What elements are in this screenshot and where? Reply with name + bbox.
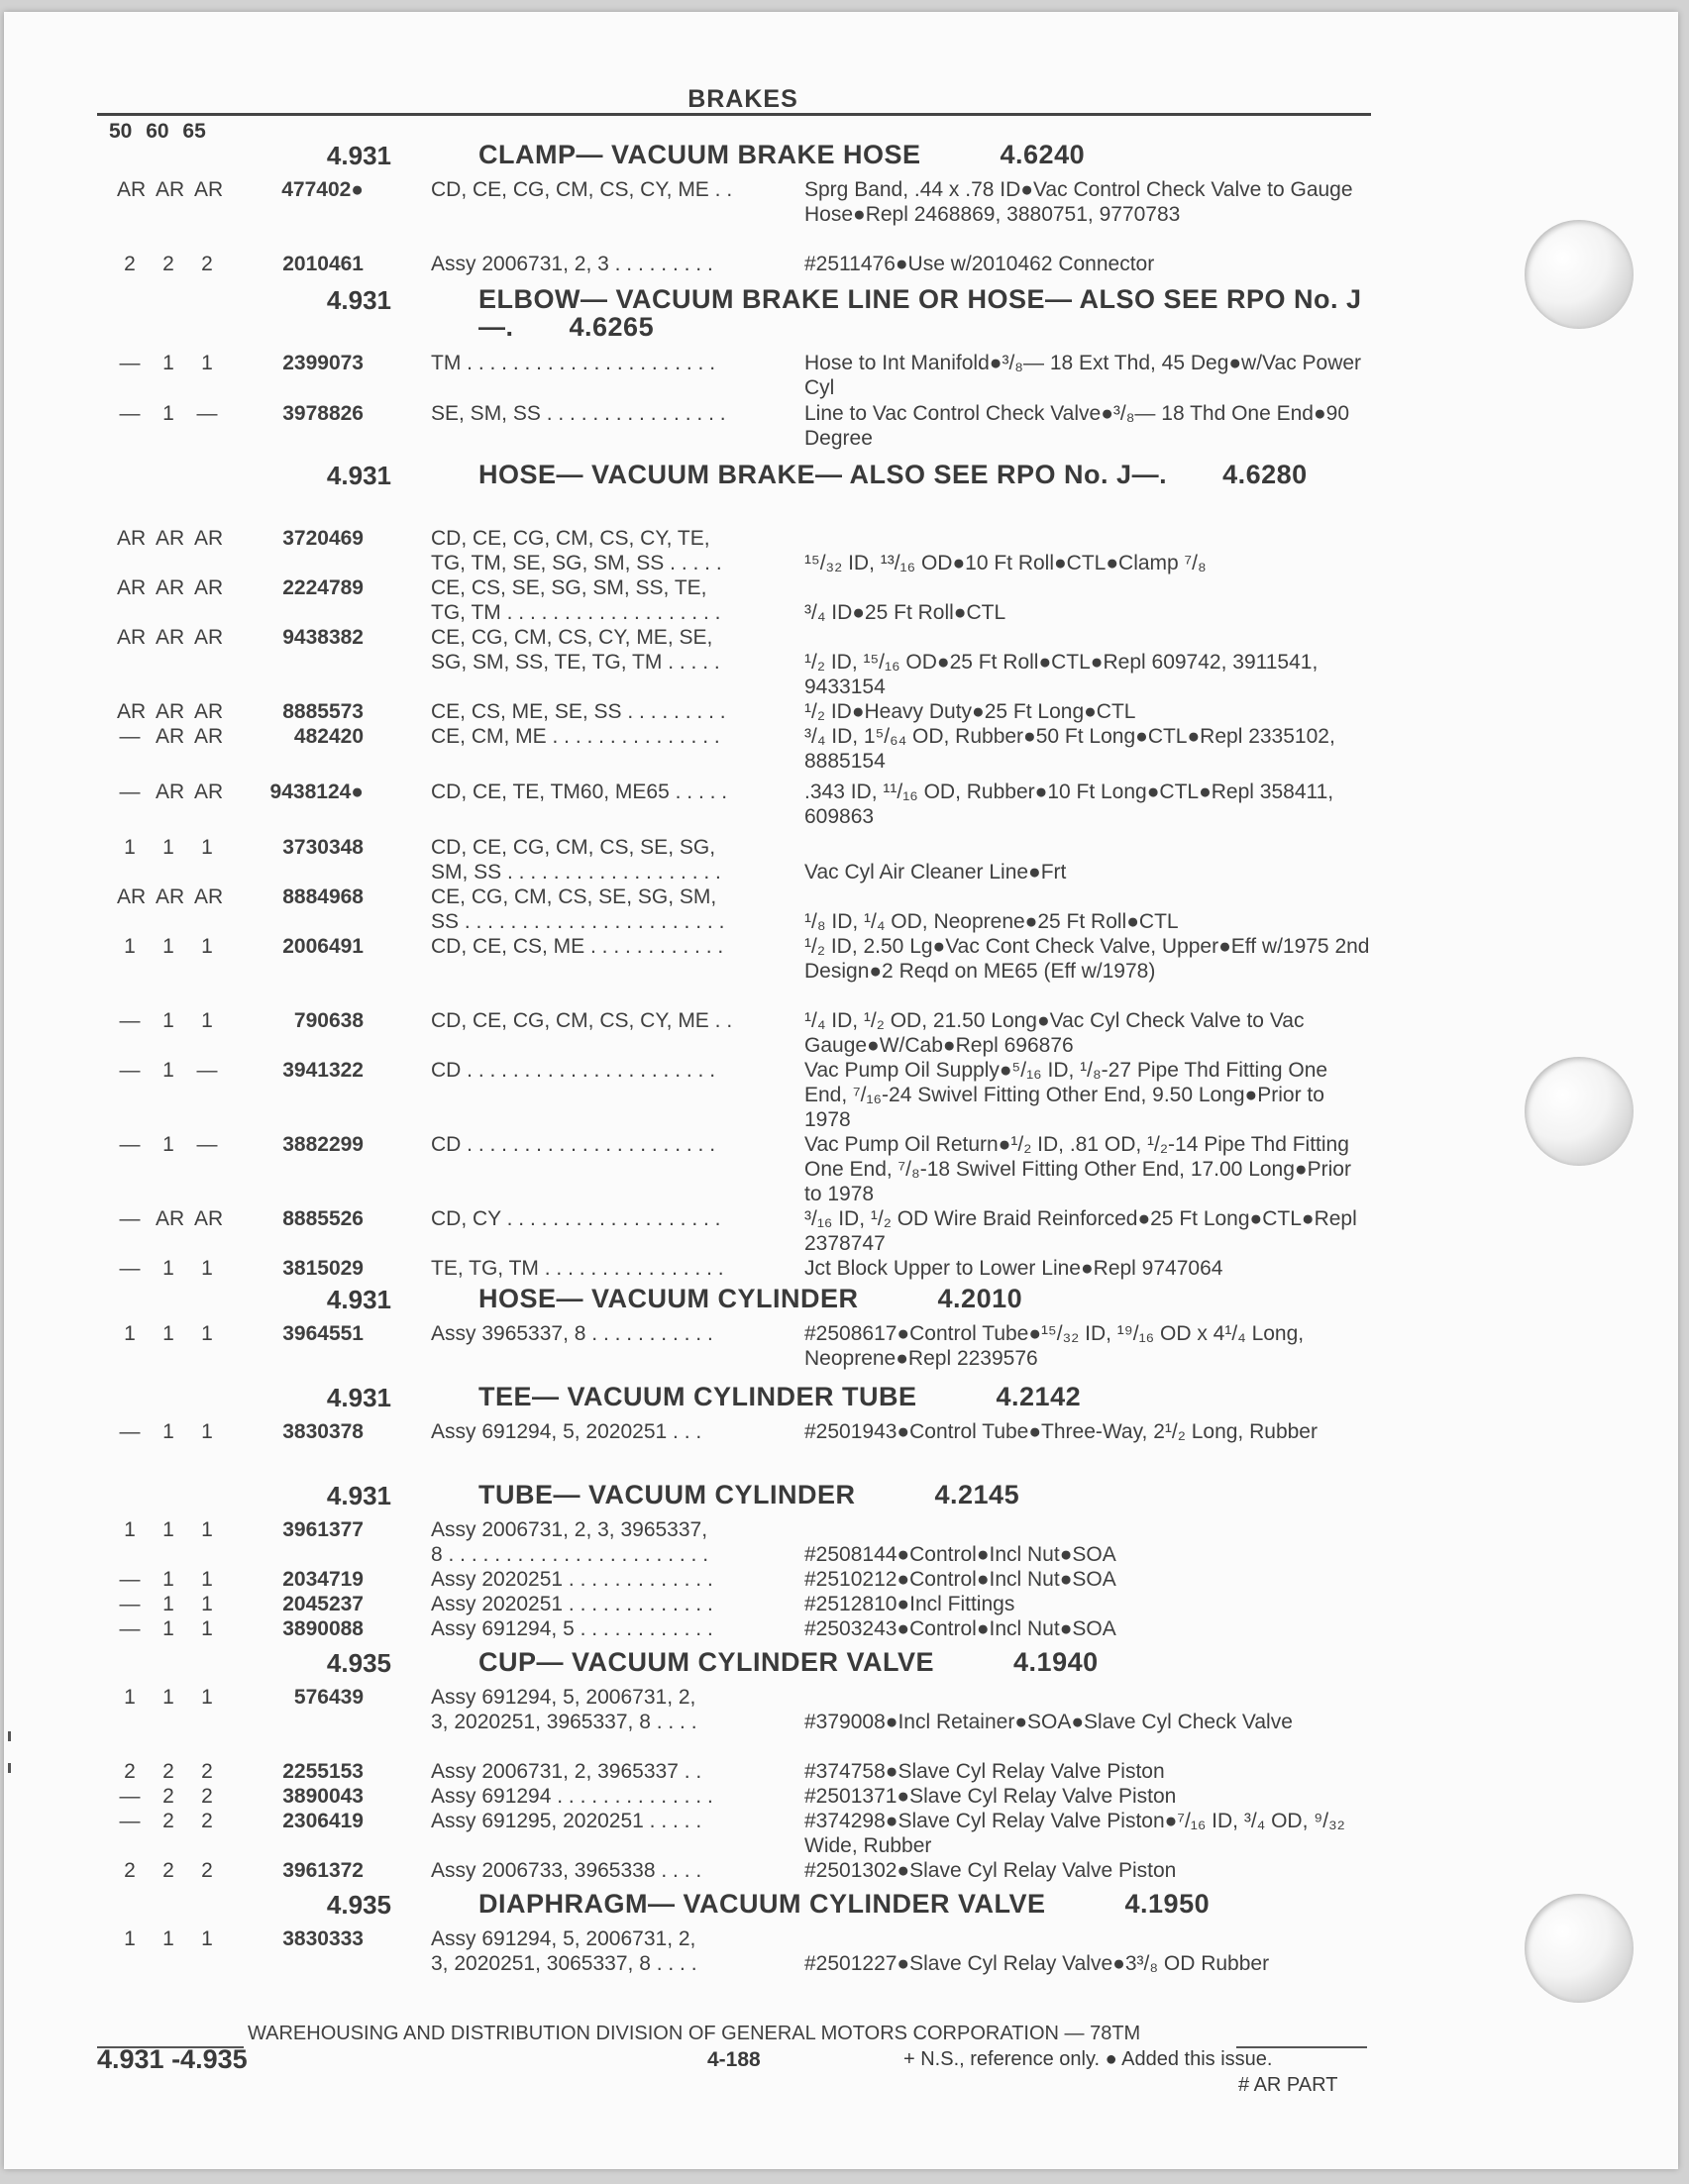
section-title: CLAMP— VACUUM BRAKE HOSE 4.6240 [478,140,1086,169]
part-row [0,1517,1689,1567]
description: Vac Pump Oil Return●¹/₂ ID, .81 OD, ¹/₂-14 Pipe Thd Fitting One End, ⁷/₈-18 Swivel Fitting Other End, 17.00 Long●Prior to 1978 [804,1133,1351,1205]
qty-60: 1 [162,402,174,425]
part-row [0,1685,1689,1759]
qty-60: AR [156,178,185,201]
qty-65: 1 [201,1009,213,1032]
qty-50: 2 [124,253,136,275]
qty-65: 1 [201,935,213,958]
part-number: 3720469 [282,527,364,550]
part-number: 2006491 [282,935,364,958]
part-number: 3730348 [282,836,364,859]
part-number: 3830378 [282,1420,364,1443]
section-group-number: 4.931 [326,1481,391,1510]
qty-60: 1 [162,1568,174,1591]
section-group-number: 4.931 [326,1285,391,1314]
header-rule [97,113,1371,116]
qty-50: — [119,780,141,803]
qty-60: 1 [162,1420,174,1443]
qty-65: AR [194,178,224,201]
section-title: TUBE— VACUUM CYLINDER 4.2145 [478,1480,1020,1509]
application: CE, CM, ME . . . . . . . . . . . . . . . [431,725,720,748]
part-number: 482420 [293,725,364,748]
qty-65: — [196,402,218,425]
qty-65: 1 [201,1686,213,1709]
part-number: 2034719 [282,1568,364,1591]
section-group-number: 4.931 [326,285,391,315]
application: TM . . . . . . . . . . . . . . . . . . . . . . [431,352,716,374]
description: Jct Block Upper to Lower Line●Repl 9747064 [804,1257,1223,1280]
qty-50: — [119,725,141,748]
qty-60: 1 [162,352,174,374]
qty-60: AR [156,1207,185,1230]
qty-65: 2 [201,1785,213,1808]
qty-50: — [119,1420,141,1443]
qty-60: 1 [162,1927,174,1950]
application: CE, CG, CM, CS, CY, ME, SE, SG, SM, SS, TE, TG, TM . . . . . [431,626,720,674]
section-heading [0,1644,1689,1685]
description: ³/₁₆ ID, ¹/₂ OD Wire Braid Reinforced●25 Ft Long●CTL●Repl 2378747 [804,1207,1357,1255]
part-row [0,1759,1689,1784]
qty-65: 1 [201,1420,213,1443]
qty-65: AR [194,626,224,649]
qty-50: 1 [124,1322,136,1345]
part-row [0,252,1689,281]
application: CE, CG, CM, CS, SE, SG, SM, SS . . . . . . . . . . . . . . . . . . . . . . . [431,885,725,933]
legend-ar-part: # AR PART [1238,2074,1338,2096]
qty-50: — [119,1617,141,1640]
qty-50: — [119,1059,141,1082]
application: Assy 691294, 5, 2006731, 2, 3, 2020251, 3965337, 8 . . . . [431,1686,697,1733]
page-title: BRAKES [687,85,798,113]
part-row [0,1321,1689,1379]
qty-50: — [119,1009,141,1032]
description: #2508617●Control Tube●¹⁵/₃₂ ID, ¹⁹/₁₆ OD x 4¹/₄ Long, Neoprene●Repl 2239576 [804,1322,1305,1370]
application: CD, CE, CG, CM, CS, SE, SG, SM, SS . . . . . . . . . . . . . . . . . . . [431,836,721,884]
qty-60: 1 [162,1133,174,1156]
section-title: TEE— VACUUM CYLINDER TUBE 4.2142 [478,1382,1082,1411]
qty-60: 1 [162,1518,174,1541]
qty-50: — [119,1785,141,1808]
part-row [0,1419,1689,1477]
qty-65: 2 [201,1760,213,1783]
part-number: 2010461 [282,253,364,275]
part-number: 2306419 [282,1810,364,1832]
application: CD, CE, CG, CM, CS, CY, ME . . [431,178,733,201]
section-group-number: 4.931 [326,141,391,170]
qty-50: 1 [124,836,136,859]
section-heading [0,457,1689,526]
application: Assy 2006733, 3965338 . . . . [431,1859,702,1882]
qty-60: 1 [162,1322,174,1345]
qty-60: AR [156,780,185,803]
qty-50: 1 [124,1927,136,1950]
part-number: 2045237 [282,1593,364,1615]
description: ¹/₂ ID, 2.50 Lg●Vac Cont Check Valve, Upper●Eff w/1975 2nd Design●2 Reqd on ME65 (Eff w/1978) [804,935,1370,983]
application: CE, CS, SE, SG, SM, SS, TE, TG, TM . . . . . . . . . . . . . . . . . . . [431,576,721,624]
description: ¹/₈ ID, ¹/₄ OD, Neoprene●25 Ft Roll●CTL [804,910,1179,933]
part-row [0,1858,1689,1886]
part-row [0,1058,1689,1132]
description: #2512810●Incl Fittings [804,1593,1015,1615]
qty-50: 2 [124,1760,136,1783]
part-row [0,1567,1689,1592]
qty-60: 1 [162,1617,174,1640]
part-number: 3830333 [282,1927,364,1950]
part-number: 3964551 [282,1322,364,1345]
qty-50: AR [117,576,147,599]
application: Assy 2006731, 2, 3 . . . . . . . . . [431,253,713,275]
section-group-number: 4.931 [326,461,391,490]
description: #2508144●Control●Incl Nut●SOA [804,1543,1116,1566]
qty-60: AR [156,700,185,723]
section-group-number: 4.935 [326,1890,391,1920]
application: Assy 2020251 . . . . . . . . . . . . . [431,1568,713,1591]
description: #2501371●Slave Cyl Relay Valve Piston [804,1785,1177,1808]
description: Vac Pump Oil Supply●⁵/₁₆ ID, ¹/₈-27 Pipe Thd Fitting One End, ⁷/₁₆-24 Swivel Fitting Other End, 9.50 Long●Prior to 1978 [804,1059,1328,1131]
part-number: 2399073 [282,352,364,374]
part-row [0,1784,1689,1809]
part-row [0,835,1689,884]
qty-50: — [119,402,141,425]
description: #374758●Slave Cyl Relay Valve Piston [804,1760,1165,1783]
part-number: 8885573 [282,700,364,723]
qty-50: AR [117,885,147,908]
part-row [0,1926,1689,1976]
qty-65: — [196,1133,218,1156]
qty-60: 2 [162,1785,174,1808]
qty-65: AR [194,1207,224,1230]
description: #2503243●Control●Incl Nut●SOA [804,1617,1116,1640]
section-heading [0,281,1689,351]
qty-65: AR [194,725,224,748]
part-row [0,1616,1689,1644]
application: Assy 3965337, 8 . . . . . . . . . . . [431,1322,713,1345]
qty-50: AR [117,527,147,550]
qty-60: 1 [162,1593,174,1615]
qty-60: AR [156,885,185,908]
part-number: 3961377 [282,1518,364,1541]
qty-65: 1 [201,1322,213,1345]
qty-65: 1 [201,352,213,374]
qty-65: 1 [201,836,213,859]
description: #379008●Incl Retainer●SOA●Slave Cyl Check Valve [804,1711,1293,1733]
qty-50: — [119,1133,141,1156]
part-number: 3890088 [282,1617,364,1640]
qty-60: 1 [162,1257,174,1280]
application: CE, CS, ME, SE, SS . . . . . . . . . [431,700,726,723]
description: Line to Vac Control Check Valve●³/₈— 18 Thd One End●90 Degree [804,402,1350,450]
qty-60: 2 [162,1810,174,1832]
qty-60: AR [156,725,185,748]
description: ¹⁵/₃₂ ID, ¹³/₁₆ OD●10 Ft Roll●CTL●Clamp ⁷/₈ [804,552,1207,574]
legend-notes: + N.S., reference only. ● Added this issue. [903,2048,1273,2070]
qty-50: AR [117,178,147,201]
part-number: 3890043 [282,1785,364,1808]
section-heading [0,1281,1689,1321]
qty-50: AR [117,700,147,723]
part-row [0,625,1689,699]
qty-60: 1 [162,935,174,958]
qty-50: 1 [124,935,136,958]
part-number: 2224789 [282,576,364,599]
application: Assy 691295, 2020251 . . . . . [431,1810,702,1832]
description: ³/₄ ID●25 Ft Roll●CTL [804,601,1006,624]
part-row [0,177,1689,252]
qty-65: 2 [201,253,213,275]
application: Assy 691294 . . . . . . . . . . . . . . [431,1785,713,1808]
qty-65: 2 [201,1810,213,1832]
description: #2501227●Slave Cyl Relay Valve●3³/₈ OD Rubber [804,1952,1270,1975]
qty-60: 2 [162,1859,174,1882]
qty-65: 1 [201,1518,213,1541]
qty-50: 1 [124,1686,136,1709]
qty-65: 2 [201,1859,213,1882]
application: Assy 2006731, 2, 3, 3965337, 8 . . . . . . . . . . . . . . . . . . . . . . . [431,1518,709,1566]
description: #2501302●Slave Cyl Relay Valve Piston [804,1859,1177,1882]
part-row [0,884,1689,934]
part-row [0,575,1689,625]
application: CD, CE, CG, CM, CS, CY, TE, TG, TM, SE, SG, SM, SS . . . . . [431,527,722,574]
part-number: 576439 [293,1686,364,1709]
application: CD, CE, CG, CM, CS, CY, ME . . [431,1009,733,1032]
qty-65: 1 [201,1568,213,1591]
part-row [0,1592,1689,1616]
application: Assy 691294, 5, 2020251 . . . [431,1420,702,1443]
qty-65: 1 [201,1617,213,1640]
qty-60: 1 [162,836,174,859]
application: Assy 691294, 5 . . . . . . . . . . . . [431,1617,713,1640]
qty-50: AR [117,626,147,649]
application: CD, CY . . . . . . . . . . . . . . . . . . . [431,1207,721,1230]
qty-65: 1 [201,1257,213,1280]
qty-60: AR [156,527,185,550]
parts-list [0,137,1689,1976]
part-row [0,1008,1689,1058]
section-heading [0,1886,1689,1926]
part-row [0,401,1689,457]
part-number: 8885526 [282,1207,364,1230]
section-title: DIAPHRAGM— VACUUM CYLINDER VALVE 4.1950 [478,1889,1211,1919]
part-row [0,1809,1689,1858]
part-number: 3961372 [282,1859,364,1882]
description: #2510212●Control●Incl Nut●SOA [804,1568,1116,1591]
description: #374298●Slave Cyl Relay Valve Piston●⁷/₁₆ ID, ³/₄ OD, ⁹/₃₂ Wide, Rubber [804,1810,1345,1857]
part-row [0,1206,1689,1256]
page-number: 4-188 [707,2048,761,2071]
description: Vac Cyl Air Cleaner Line●Frt [804,861,1067,884]
qty-50: — [119,1207,141,1230]
qty-65: AR [194,700,224,723]
qty-65: AR [194,527,224,550]
part-number: 3978826 [282,402,364,425]
application: CD . . . . . . . . . . . . . . . . . . . . . . [431,1059,716,1082]
part-number: 3815029 [282,1257,364,1280]
section-title: HOSE— VACUUM BRAKE— ALSO SEE RPO No. J—. 4.6280 [478,460,1308,489]
part-number: 9438124● [269,780,364,803]
part-row [0,526,1689,575]
application: CD, CE, CS, ME . . . . . . . . . . . . [431,935,724,958]
qty-50: 2 [124,1859,136,1882]
qty-65: — [196,1059,218,1082]
part-number: 477402● [281,178,364,201]
application: CD, CE, TE, TM60, ME65 . . . . . [431,780,728,803]
qty-65: AR [194,885,224,908]
part-row [0,1132,1689,1206]
part-row [0,724,1689,780]
qty-65: AR [194,780,224,803]
part-row [0,699,1689,724]
part-number: 3941322 [282,1059,364,1082]
year-columns-header: 50 60 65 [109,120,206,143]
qty-50: 1 [124,1518,136,1541]
page-range: 4.931 -4.935 [97,2044,248,2074]
section-heading [0,1379,1689,1419]
qty-60: 1 [162,1059,174,1082]
application: CD . . . . . . . . . . . . . . . . . . . . . . [431,1133,716,1156]
description: ³/₄ ID, 1⁵/₆₄ OD, Rubber●50 Ft Long●CTL●Repl 2335102, 8885154 [804,725,1335,773]
section-group-number: 4.935 [326,1648,391,1678]
qty-50: — [119,352,141,374]
qty-50: — [119,1593,141,1615]
qty-65: 1 [201,1927,213,1950]
part-number: 3882299 [282,1133,364,1156]
application: Assy 2006731, 2, 3965337 . . [431,1760,702,1783]
description: ¹/₄ ID, ¹/₂ OD, 21.50 Long●Vac Cyl Check Valve to Vac Gauge●W/Cab●Repl 696876 [804,1009,1305,1057]
description: Hose to Int Manifold●³/₈— 18 Ext Thd, 45 Deg●w/Vac Power Cyl [804,352,1362,399]
section-title: ELBOW— VACUUM BRAKE LINE OR HOSE— ALSO SEE RPO No. J—. 4.6265 [478,284,1362,342]
qty-60: 2 [162,253,174,275]
section-title: HOSE— VACUUM CYLINDER 4.2010 [478,1284,1023,1313]
section-heading [0,1477,1689,1517]
part-row [0,351,1689,401]
section-group-number: 4.931 [326,1383,391,1412]
qty-50: — [119,1810,141,1832]
qty-60: AR [156,576,185,599]
part-number: 9438382 [282,626,364,649]
description: Sprg Band, .44 x .78 ID●Vac Control Check Valve to Gauge Hose●Repl 2468869, 3880751, 9770783 [804,178,1353,226]
part-number: 8884968 [282,885,364,908]
qty-60: 2 [162,1760,174,1783]
application: SE, SM, SS . . . . . . . . . . . . . . . . [431,402,726,425]
description: .343 ID, ¹¹/₁₆ OD, Rubber●10 Ft Long●CTL●Repl 358411, 609863 [804,780,1334,828]
qty-60: 1 [162,1686,174,1709]
qty-65: AR [194,576,224,599]
application: Assy 2020251 . . . . . . . . . . . . . [431,1593,713,1615]
application: Assy 691294, 5, 2006731, 2, 3, 2020251, 3065337, 8 . . . . [431,1927,697,1975]
part-row [0,934,1689,1008]
footer-text: WAREHOUSING AND DISTRIBUTION DIVISION OF GENERAL MOTORS CORPORATION — 78TM [248,2023,1141,2044]
qty-60: 1 [162,1009,174,1032]
part-row [0,780,1689,835]
qty-50: — [119,1257,141,1280]
part-number: 2255153 [282,1760,364,1783]
description: #2501943●Control Tube●Three-Way, 2¹/₂ Long, Rubber [804,1420,1318,1443]
qty-60: AR [156,626,185,649]
qty-65: 1 [201,1593,213,1615]
section-title: CUP— VACUUM CYLINDER VALVE 4.1940 [478,1647,1099,1677]
section-heading [0,137,1689,177]
description: #2511476●Use w/2010462 Connector [804,253,1155,275]
description: ¹/₂ ID, ¹⁵/₁₆ OD●25 Ft Roll●CTL●Repl 609742, 3911541, 9433154 [804,651,1319,698]
description: ¹/₂ ID●Heavy Duty●25 Ft Long●CTL [804,700,1136,723]
part-row [0,1256,1689,1281]
part-number: 790638 [293,1009,364,1032]
application: TE, TG, TM . . . . . . . . . . . . . . . . [431,1257,724,1280]
qty-50: — [119,1568,141,1591]
